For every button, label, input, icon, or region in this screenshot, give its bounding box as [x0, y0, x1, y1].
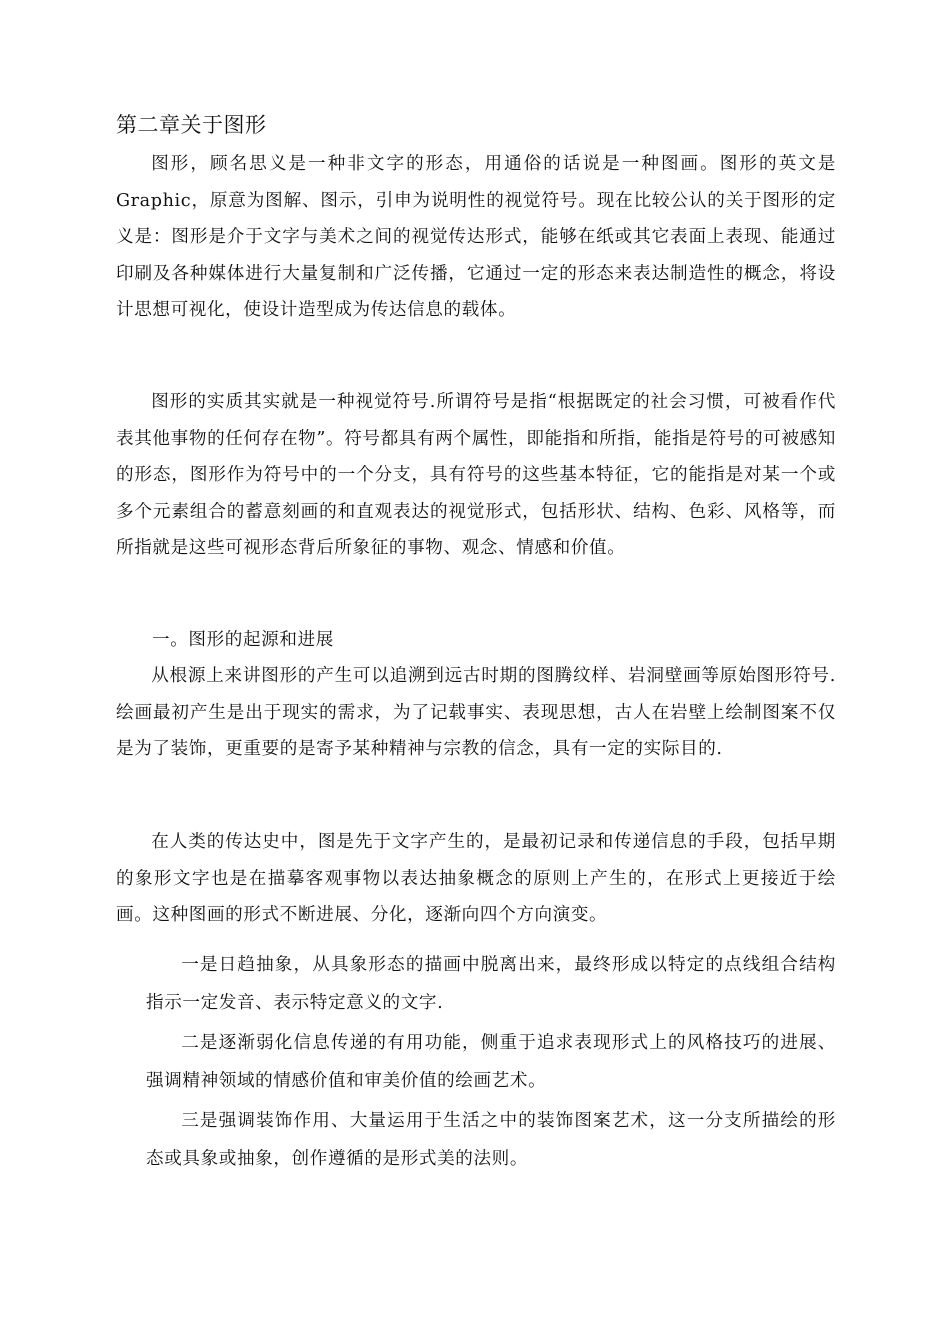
- list-item-abstraction: 一是日趋抽象，从具象形态的描画中脱离出来，最终形成以特定的点线组合结构指示一定发音、表示特定意义的文字.: [146, 955, 836, 1013]
- list-item-painting-art: 二是逐渐弱化信息传递的有用功能，侧重于追求表现形式上的风格技巧的进展、强调精神领域的情感价值和审美价值的绘画艺术。: [146, 1033, 836, 1091]
- paragraph-origin: 从根源上来讲图形的产生可以追溯到远古时期的图腾纹样、岩洞壁画等原始图形符号.绘画最初产生是出于现实的需求，为了记载事实、表现思想，古人在岩壁上绘制图案不仅是为了装饰，更重要的是寄予某种精神与宗教的信念，具有一定的实际目的.: [116, 666, 836, 759]
- paragraph-definition: 图形，顾名思义是一种非文字的形态，用通俗的话说是一种图画。图形的英文是Graphic，原意为图解、图示，引申为说明性的视觉符号。现在比较公认的关于图形的定义是：图形是介于文字与美术之间的视觉传达形式，能够在纸或其它表面上表现、能通过印刷及各种媒体进行大量复制和广泛传播，它通过一定的形态来表达制造性的概念，将设计思想可视化，使设计造型成为传达信息的载体。: [116, 154, 836, 320]
- paragraph-communication-history: 在人类的传达史中，图是先于文字产生的，是最初记录和传递信息的手段，包括早期的象形文字也是在描摹客观事物以表达抽象概念的原则上产生的，在形式上更接近于绘画。这种图画的形式不断进展、分化，逐渐向四个方向演变。: [116, 832, 836, 925]
- paragraph-visual-symbol: 图形的实质其实就是一种视觉符号.所谓符号是指“根据既定的社会习惯，可被看作代表其他事物的任何存在物”。符号都具有两个属性，即能指和所指，能指是符号的可被感知的形态，图形作为符号中的一个分支，具有符号的这些基本特征，它的能指是对某一个或多个元素组合的蓄意刻画的和直观表达的视觉形式，包括形状、结构、色彩、风格等，而所指就是这些可视形态背后所象征的事物、观念、情感和价值。: [116, 392, 836, 558]
- list-item-decorative-art: 三是强调装饰作用、大量运用于生活之中的装饰图案艺术，这一分支所描绘的形态或具象或抽象，创作遵循的是形式美的法则。: [146, 1111, 836, 1169]
- section-heading-origin: 一。图形的起源和进展: [152, 630, 334, 650]
- chapter-title: 第二章关于图形: [116, 113, 267, 137]
